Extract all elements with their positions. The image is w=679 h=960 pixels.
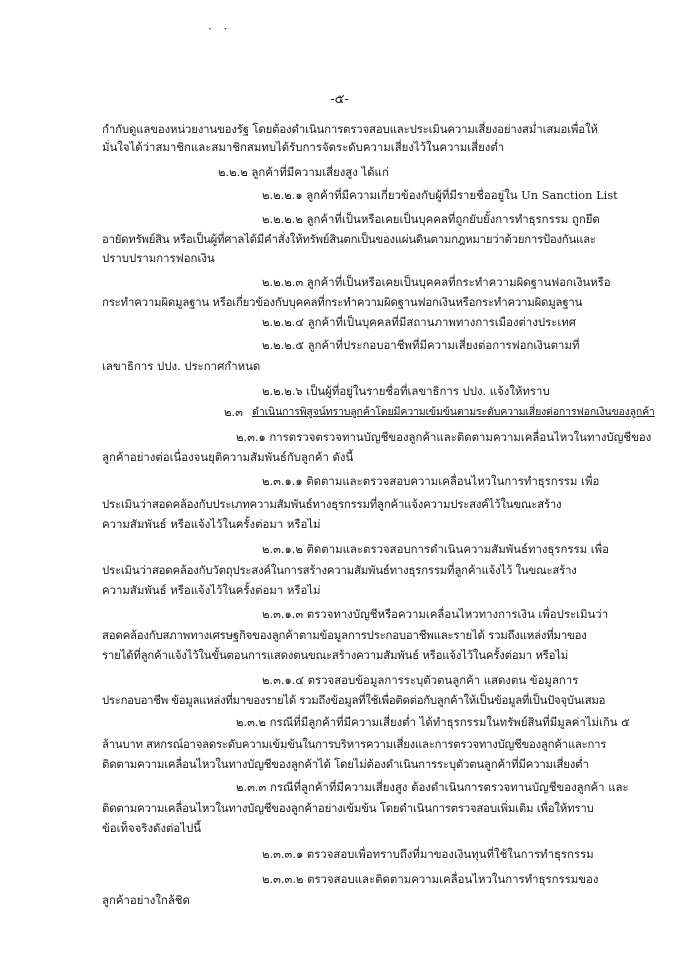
text-line: อายัดทรัพย์สิน หรือเป็นผู้ที่ศาลได้มีคำสั่งให้ทรัพย์สินตกเป็นของแผ่นดินตามกฎหมายว่าด้วยการป้องกันและ — [102, 232, 596, 246]
text-line: ประเมินว่าสอดคล้องกับประเภทความสัมพันธ์ทางธุรกรรมที่ลูกค้าแจ้งความประสงค์ไว้ในขณะสร้าง — [102, 497, 562, 511]
text-line: ๒.๓.๑.๔ ตรวจสอบข้อมูลการระบุตัวตนลูกค้า แสดงตน ข้อมูลการ — [262, 673, 579, 687]
text-line: ล้านบาท สหกรณ์อาจลดระดับความเข้มข้นในการบริหารความเสี่ยงและการตรวจทางบัญชีของลูกค้าและการ — [102, 737, 607, 751]
text-line: ๒.๓.๑.๒ ติดตามและตรวจสอบการดำเนินความสัมพันธ์ทางธุรกรรม เพื่อ — [262, 542, 610, 556]
section-number: ๒.๓ — [224, 405, 243, 419]
text-line: ๒.๒.๒.๔ ลูกค้าที่เป็นบุคคลที่มีสถานภาพทางการเมืองต่างประเทศ — [262, 315, 576, 329]
stray-marks: · · — [208, 22, 232, 36]
text-line: ติดตามความเคลื่อนไหวในทางบัญชีของลูกค้าได้ โดยไม่ต้องดำเนินการระบุตัวตนลูกค้าที่มีความเสี่ยงต่ำ — [102, 757, 589, 771]
text-line: ข้อเท็จจริงดังต่อไปนี้ — [102, 821, 202, 835]
text-line: กระทำความผิดมูลฐาน หรือเกี่ยวข้องกับบุคคลที่กระทำความผิดฐานฟอกเงินหรือกระทำความผิดมูลฐาน — [102, 295, 583, 309]
text-line: กำกับดูแลของหน่วยงานของรัฐ โดยต้องดำเนินการตรวจสอบและประเมินความเสี่ยงอย่างสม่ำเสมอเพื่อให้ — [102, 122, 598, 136]
text-line: ติดตามความเคลื่อนไหวในทางบัญชีของลูกค้าอย่างเข้มข้น โดยดำเนินการตรวจสอบเพิ่มเติม เพื่อให้ทราบ — [102, 801, 594, 815]
text-line: ความสัมพันธ์ หรือแจ้งไว้ในครั้งต่อมา หรือไม่ — [102, 583, 321, 597]
text-line: ๒.๒.๒ ลูกค้าที่มีความเสี่ยงสูง ได้แก่ — [218, 165, 389, 179]
text-line: ๒.๓.๓.๒ ตรวจสอบและติดตามความเคลื่อนไหวในการทำธุรกรรมของ — [262, 872, 599, 886]
text-line: ๒.๓.๑ การตรวจตรวจทานบัญชีของลูกค้าและติดตามความเคลื่อนไหวในทางบัญชีของ — [236, 430, 652, 444]
text-line: ๒.๓.๒ กรณีที่มีลูกค้าที่มีความเสี่ยงต่ำ ได้ทำธุรกรรมในทรัพย์สินที่มีมูลค่าไม่เกิน ๕ — [236, 715, 630, 729]
text-line: ๒.๓.๑.๓ ตรวจทางบัญชีหรือความเคลื่อนไหวทางการเงิน เพื่อประเมินว่า — [262, 607, 609, 621]
section-heading: ดำเนินการพิสูจน์ทราบลูกค้าโดยมีความเข้มข้นตามระดับความเสี่ยงต่อการฟอกเงินของลูกค้า — [252, 406, 655, 418]
text-line: ประเมินว่าสอดคล้องกับวัตถุประสงค์ในการสร้างความสัมพันธ์ทางธุรกรรมที่ลูกค้าแจ้งไว้ ในขณะสร้าง — [102, 563, 577, 577]
text-line: ลูกค้าอย่างต่อเนื่องจนยุติความสัมพันธ์กับลูกค้า ดังนี้ — [102, 450, 354, 464]
text-line: สอดคล้องกับสภาพทางเศรษฐกิจของลูกค้าตามข้อมูลการประกอบอาชีพและรายได้ รวมถึงแหล่งที่มาของ — [102, 628, 587, 642]
text-line: ลูกค้าอย่างใกล้ชิด — [102, 893, 190, 907]
text-line: มั่นใจได้ว่าสมาชิกและสมาชิกสมทบได้รับการจัดระดับความเสี่ยงไว้ในความเสี่ยงต่ำ — [102, 140, 505, 154]
text-line: ๒.๓.๓.๑ ตรวจสอบเพื่อทราบถึงที่มาของเงินทุนที่ใช้ในการทำธุรกรรม — [262, 847, 594, 861]
text-line: ปราบปรามการฟอกเงิน — [102, 251, 215, 265]
text-line: ประกอบอาชีพ ข้อมูลแหล่งที่มาของรายได้ รวมถึงข้อมูลที่ใช้เพื่อติดต่อกับลูกค้าให้เป็นข้อมูลที่เป็นปัจจุบันเสมอ — [102, 693, 606, 707]
page-number: -๕- — [330, 92, 349, 107]
text-line: รายได้ที่ลูกค้าแจ้งไว้ในขั้นตอนการแสดงตนขณะสร้างความสัมพันธ์ หรือแจ้งไว้ในครั้งต่อมา หรือไม่ — [102, 648, 569, 662]
text-line: ๒.๒.๒.๒ ลูกค้าที่เป็นหรือเคยเป็นบุคคลที่ถูกยับยั้งการทำธุรกรรม ถูกยึด — [262, 212, 600, 226]
text-line: ๒.๓.๑.๑ ติดตามและตรวจสอบความเคลื่อนไหวในการทำธุรกรรม เพื่อ — [262, 474, 600, 488]
text-line: ความสัมพันธ์ หรือแจ้งไว้ในครั้งต่อมา หรือไม่ — [102, 517, 321, 531]
text-line: ๒.๒.๒.๖ เป็นผู้ที่อยู่ในรายชื่อที่เลขาธิการ ปปง. แจ้งให้ทราบ — [262, 384, 550, 398]
text-line: ๒.๒.๒.๑ ลูกค้าที่มีความเกี่ยวข้องกับผู้ที่มีรายชื่ออยู่ใน Un Sanction List — [262, 188, 618, 202]
text-line: ๒.๒.๒.๓ ลูกค้าที่เป็นหรือเคยเป็นบุคคลที่กระทำความผิดฐานฟอกเงินหรือ — [262, 275, 611, 289]
text-line: ๒.๒.๒.๕ ลูกค้าที่ประกอบอาชีพที่มีความเสี่ยงต่อการฟอกเงินตามที่ — [262, 338, 580, 352]
text-line: ๒.๓.๓ กรณีที่ลูกค้าที่มีความเสี่ยงสูง ต้องดำเนินการตรวจทานบัญชีของลูกค้า และ — [236, 780, 629, 794]
text-line: เลขาธิการ ปปง. ประกาศกำหนด — [102, 359, 261, 373]
